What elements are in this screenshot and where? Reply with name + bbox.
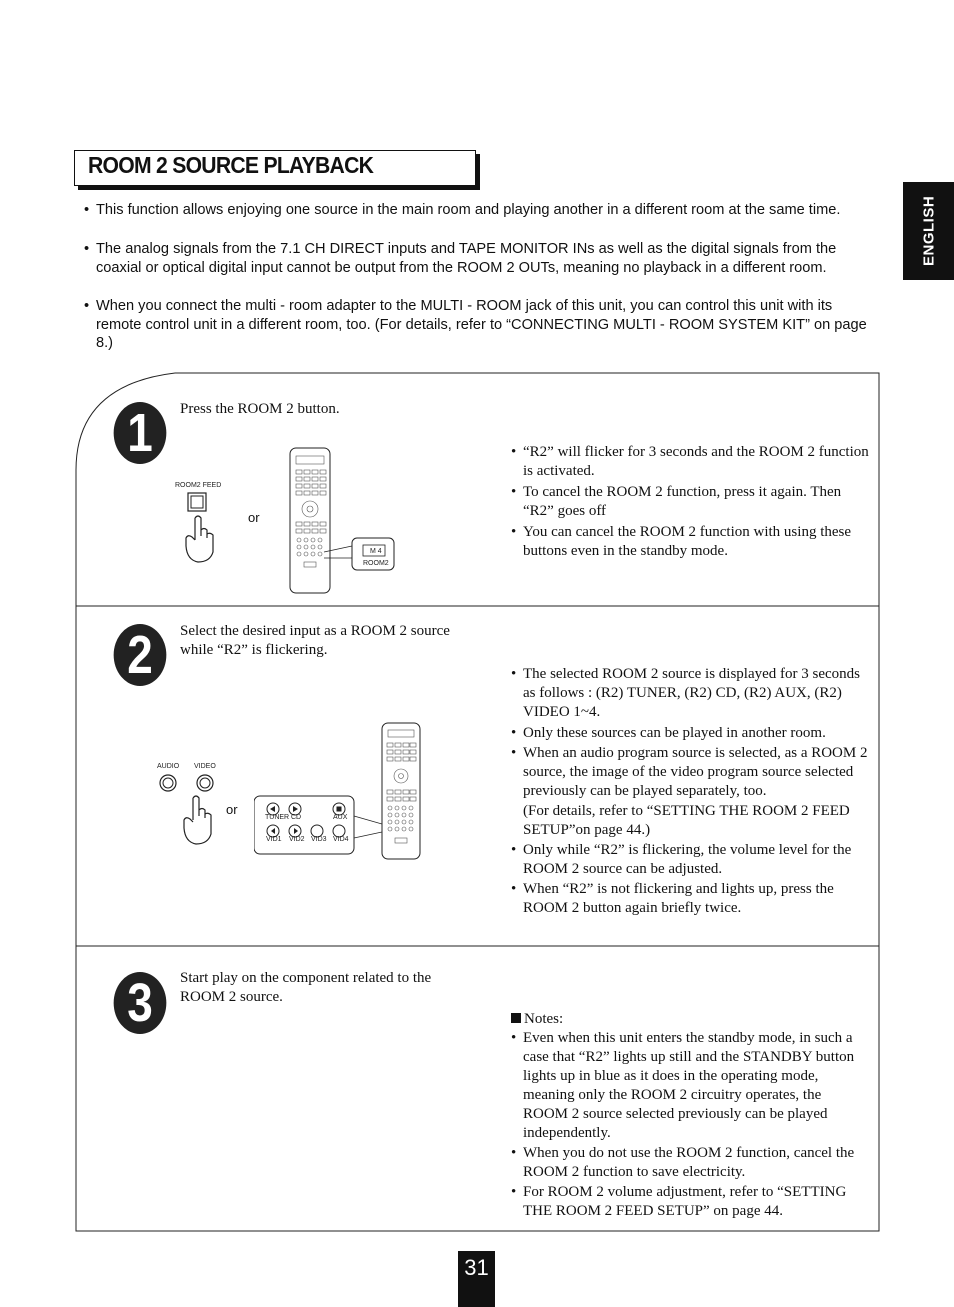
note-text: The selected ROOM 2 source is displayed for 3 seconds as follows : (R2) TUNER, (R2) CD, (R2) AUX, (R2) VIDEO 1~4. — [523, 666, 861, 720]
room2-button-label: ROOM2 — [363, 560, 389, 567]
notes-heading-text: Notes: — [524, 1011, 564, 1027]
note-text: Even when this unit enters the standby mode, in such a case that “R2” lights up still and the STANDBY button lights up in blue as it does in the operating mode, meaning only the ROOM 2 circuitry operates, the ROOM 2 source selected previously can be played independently. — [523, 1030, 855, 1141]
aux-label: AUX — [333, 814, 348, 821]
cd-label: CD — [291, 814, 302, 821]
m4-button-label: M 4 — [370, 548, 382, 555]
note-text: (For details, refer to “SETTING THE ROOM 2 FEED SETUP”on page 44.) — [523, 803, 850, 838]
intro-text: This function allows enjoying one source in the main room and playing another in a different room at the same time. — [96, 202, 841, 218]
note-text: When you do not use the ROOM 2 function, cancel the ROOM 2 function to save electricity. — [523, 1145, 855, 1180]
vid4-label: VID4 — [333, 836, 349, 843]
notes-heading — [511, 1010, 869, 1029]
step-number: 3 — [114, 972, 167, 1034]
square-bullet-icon — [511, 1013, 521, 1023]
intro-text: When you connect the multi - room adapter to the MULTI - ROOM jack of this unit, you can control this unit with its remote control unit in a different room, too. (For details, refer to “CONNECTING MULTI - ROOM SYSTEM KIT” on page 8.) — [96, 298, 867, 351]
step-instruction: Press the ROOM 2 button. — [180, 401, 340, 417]
step-notes: • “R2” will flicker for 3 seconds and the ROOM 2 function is activated. • To cancel the ROOM 2 function, press it again. Then “R2” goes off • You can cancel the ROOM 2 function with using these buttons even in the standby mode. — [511, 444, 869, 559]
vid3-label: VID3 — [311, 836, 327, 843]
step-notes: • The selected ROOM 2 source is displayed for 3 seconds as follows : (R2) TUNER, (R2) CD, (R2) AUX, (R2) VIDEO 1~4. • Only these sources can be played in another room. • When an audio program source is selected, as a ROOM 2 source, the image of the video program source selected previously can be played separately, too. (For details, refer to “SETTING THE ROOM 2 FEED SETUP”on page 44.) • Only while “R2” is flickering, the volume level for the ROOM 2 source can be adjusted. • When “R2” is not flickering and lights up, press the ROOM 2 button again briefly twice. — [511, 666, 868, 916]
intro-bullet: • When you connect the multi - room adapter to the MULTI - ROOM jack of this unit, you can control this unit with its remote control unit in a different room, too. (For details, refer to “CONNECTING MULTI - ROOM SYSTEM KIT” on page 8.) — [84, 297, 876, 353]
intro-bullet: • This function allows enjoying one source in the main room and playing another in a different room at the same time. — [84, 201, 876, 220]
note-text: To cancel the ROOM 2 function, press it again. Then “R2” goes off — [523, 484, 842, 519]
or-label: or — [226, 802, 238, 817]
note-text: Only while “R2” is flickering, the volume level for the ROOM 2 source can be adjusted. — [523, 842, 852, 877]
note-text: For ROOM 2 volume adjustment, refer to “SETTING THE ROOM 2 FEED SETUP” on page 44. — [523, 1184, 847, 1219]
audio-video-buttons-icon — [155, 772, 225, 847]
page-title: ROOM 2 SOURCE PLAYBACK — [88, 152, 374, 178]
hand-pressing-icon — [180, 490, 220, 565]
note-text: You can cancel the ROOM 2 function with using these buttons even in the standby mode. — [523, 524, 852, 559]
room2-feed-label: ROOM2 FEED — [175, 482, 222, 489]
intro-text: The analog signals from the 7.1 CH DIRECT inputs and TAPE MONITOR INs as well as the digital signals from the coaxial or optical digital input cannot be output from the ROOM 2 OUTs, meaning no playback in a different room. — [96, 241, 837, 276]
step-notes: Notes: • Even when this unit enters the standby mode, in such a case that “R2” lights up still and the STANDBY button lights up in blue as it does in the operating mode, meaning only the ROOM 2 circuitry operates, the ROOM 2 source selected previously can be played independently. • When you do not use the ROOM 2 function, cancel the ROOM 2 function to save electricity. • For ROOM 2 volume adjustment, refer to “SETTING THE ROOM 2 FEED SETUP” on page 44. — [511, 1010, 869, 1221]
note-text: Only these sources can be played in another room. — [523, 725, 826, 741]
step-number: 1 — [114, 402, 167, 464]
note-text: When “R2” is not flickering and lights up, press the ROOM 2 button again briefly twice. — [523, 881, 834, 916]
vid1-label: VID1 — [266, 836, 282, 843]
remote-control-icon — [288, 446, 398, 596]
page-number: 31 — [464, 1255, 489, 1280]
step-number: 2 — [114, 624, 167, 686]
tuner-label: TUNER — [265, 814, 290, 821]
video-label: VIDEO — [194, 763, 216, 770]
step-instruction: Start play on the component related to the ROOM 2 source. — [180, 970, 432, 1005]
note-text: When an audio program source is selected, as a ROOM 2 source, the image of the video program source selected previously can be played separately, too. — [523, 745, 868, 799]
vid2-label: VID2 — [289, 836, 305, 843]
step-instruction: Select the desired input as a ROOM 2 source while “R2” is flickering. — [180, 623, 450, 658]
audio-label: AUDIO — [157, 763, 180, 770]
or-label: or — [248, 510, 260, 525]
note-text: “R2” will flicker for 3 seconds and the ROOM 2 function is activated. — [523, 444, 869, 479]
language-tab-label: ENGLISH — [920, 195, 938, 267]
intro-bullet: • The analog signals from the 7.1 CH DIRECT inputs and TAPE MONITOR INs as well as the digital signals from the coaxial or optical digital input cannot be output from the ROOM 2 OUTs, meaning no playback in a different room. — [84, 240, 876, 277]
